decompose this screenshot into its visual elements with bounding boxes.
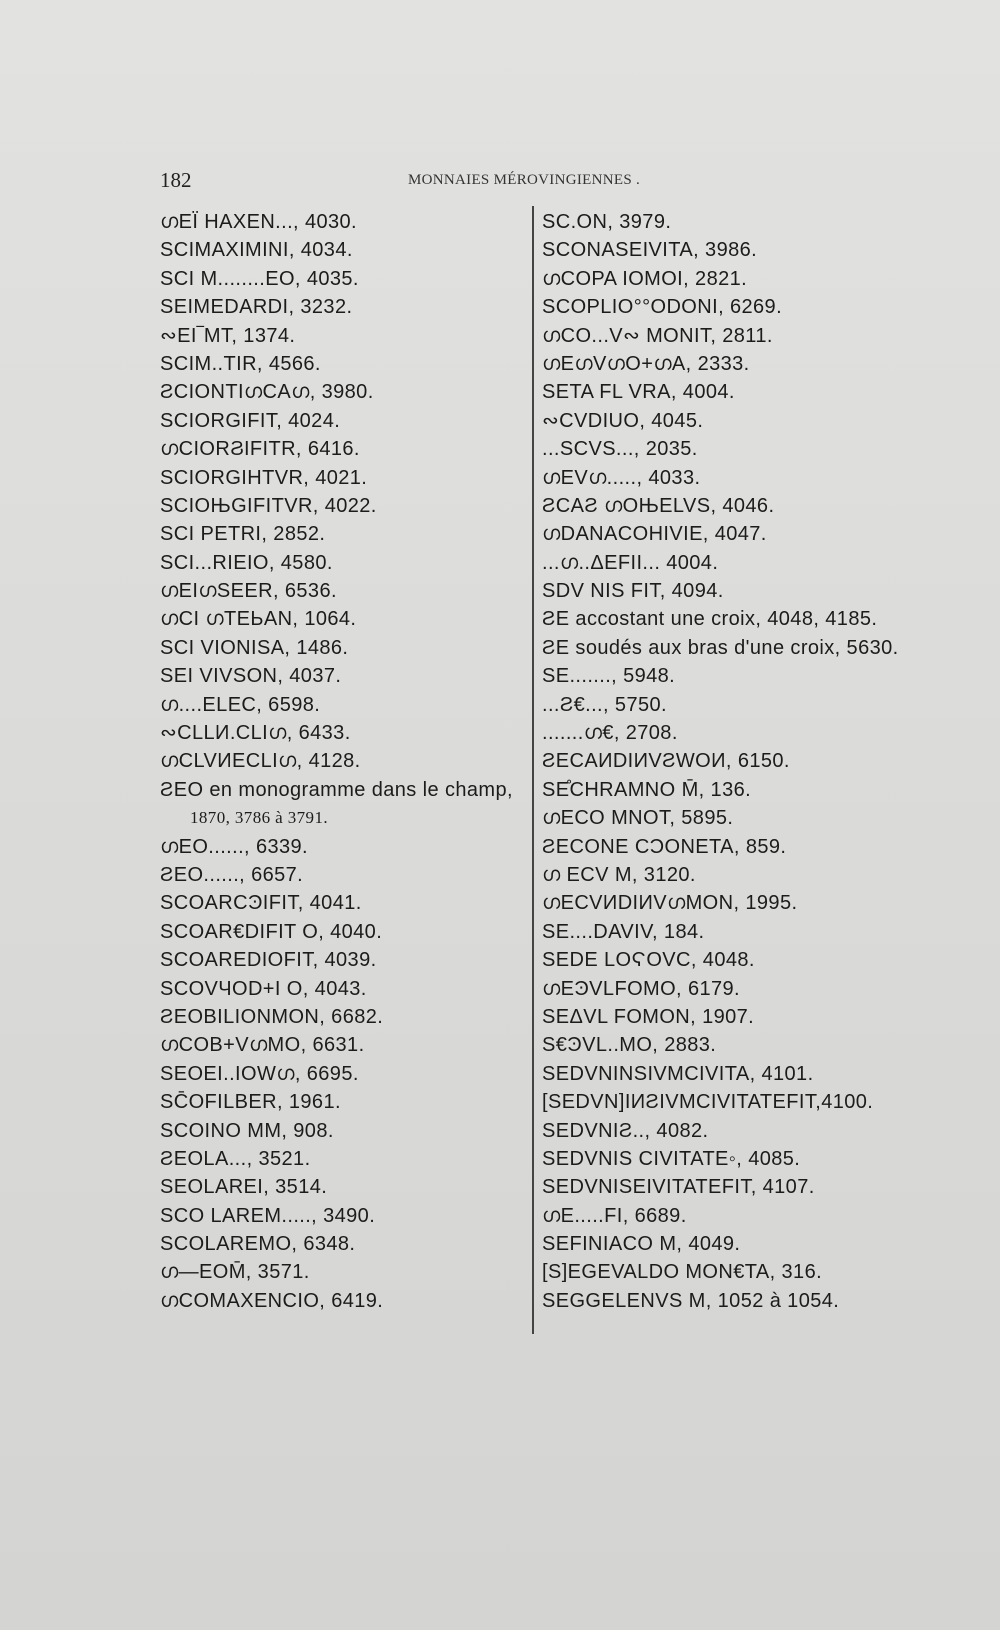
index-entry: SCIMAXIMINI, 4034. (160, 239, 353, 262)
index-entry: SCO LAREM....., 3490. (160, 1204, 376, 1227)
index-entry: SCIM..TIR, 4566. (160, 352, 321, 375)
right-column (542, 208, 942, 1315)
index-entry: ...SCVS..., 2035. (542, 438, 698, 461)
index-entry: SΕOLARΕI, 3514. (160, 1176, 328, 1199)
index-entry: ƧE soudés aux bras d'une croix, 5630. (542, 636, 899, 659)
index-entry: ഗΕΪ ΗΑXEN..., 4030. (160, 211, 357, 233)
index-entry: SCONASΕIVITA, 3986. (542, 239, 758, 262)
index-entry: ഗΕIഗSΕΕR, 6536. (160, 580, 337, 603)
index-entry: SΕIMEDARDI, 3232. (160, 296, 353, 319)
index-entry: SEGGELENVS M, 1052 à 1054. (542, 1289, 840, 1312)
index-entry: ഗΕO......, 6339. (160, 835, 308, 858)
index-entry: ഗCOMAXENCIO, 6419. (160, 1289, 384, 1312)
index-entry: .......ഗ€, 2708. (542, 722, 678, 745)
index-entry: ഗ—ΕOM̄, 3571. (160, 1261, 310, 1284)
index-entry: SΕTA FL VRA, 4004. (542, 381, 735, 404)
index-entry: ഗCOPA IOMOI, 2821. (542, 267, 748, 290)
index-entry: ഗΕഗVഗO+ഗA, 2333. (542, 352, 750, 375)
index-entry: SDV NIS FIT, 4094. (542, 580, 724, 603)
index-entry: SEDE LOϚOVC, 4048. (542, 949, 755, 972)
index-entry: ഗ ECV M, 3120. (542, 863, 696, 886)
index-entry: ƧΕOBILIONMON, 6682. (160, 1005, 384, 1028)
index-entry: ഗCI ഗTEЬAN, 1064. (160, 608, 357, 631)
index-entry: SCOPLIO°°ODONI, 6269. (542, 296, 783, 319)
index-entry: SΕI VIVSON, 4037. (160, 665, 342, 688)
index-entry: ഗDANACOHIVIΕ, 4047. (542, 523, 767, 546)
index-entry: SCOINO MM, 908. (160, 1119, 334, 1142)
index-entry: SCOAREDIOFIT, 4039. (160, 949, 377, 972)
index-entry: ഗE.....FI, 6689. (542, 1204, 687, 1227)
column-divider (532, 206, 534, 1334)
index-entry: SΕOΕI..IOWഗ, 6695. (160, 1062, 359, 1085)
index-entry: ƧECAИDIИVƧWOИ, 6150. (542, 750, 790, 773)
index-entry: ƧCIONTIഗCAഗ, 3980. (160, 381, 374, 404)
index-entry: SCOARCϿIFIT, 4041. (160, 892, 362, 915)
index-entry: [S]EGEVALDO MON€TA, 316. (542, 1261, 823, 1284)
index-entry: ഗEϿVLFOMO, 6179. (542, 977, 740, 1000)
index-entry: SEDVNISΕIVITATEFIT, 4107. (542, 1176, 815, 1199)
index-entry: ƧECONE ϹϽONETA, 859. (542, 835, 787, 858)
index-entry: S€ϿVL..MO, 2883. (542, 1034, 717, 1057)
index-entry: ƧE accostant une croix, 4048, 4185. (542, 608, 878, 631)
index-entry: SEΔVL FOMON, 1907. (542, 1005, 755, 1028)
index-entry: ഗECO MNOT, 5895. (542, 807, 734, 830)
index-entry: ...ഗ..ΔEFII... 4004. (542, 551, 719, 574)
index-entry: ƧΕO en monogramme dans le champ, (160, 778, 513, 801)
index-entry: ഗECVИDIИVഗMON, 1995. (542, 892, 798, 915)
index-entry: SCOVЧOD+I O, 4043. (160, 977, 367, 1000)
index-entry: SC̄OFILBER, 1961. (160, 1091, 341, 1114)
index-entry: ഗCOB+VഗMO, 6631. (160, 1034, 365, 1057)
index-entry: SEFINIACO M, 4049. (542, 1233, 741, 1256)
index-entry: ƧΕO......, 6657. (160, 863, 304, 886)
index-entry: ∾CVDIUO, 4045. (542, 409, 704, 432)
index-entry: SE......., 5948. (542, 665, 676, 688)
index-entry: ...Ƨ€..., 5750. (542, 693, 667, 716)
index-entry: SCI PETRI, 2852. (160, 523, 326, 546)
index-entry: SCOLAREMO, 6348. (160, 1233, 356, 1256)
left-column (160, 208, 535, 1315)
index-entry: SEDVNINSIVMCIVITA, 4101. (542, 1062, 814, 1085)
index-entry: ∾CLLИ.CLIഗ, 6433. (160, 722, 351, 745)
index-entry: SE....DAVIV, 184. (542, 920, 705, 943)
index-entry: SЕ̊CHRAMNO M̄, 136. (542, 778, 752, 801)
index-entry: SC.ON, 3979. (542, 211, 672, 233)
index-entry: ƧCAƧ ഗOЊELVS, 4046. (542, 494, 775, 517)
index-entry: SCI VIONISA, 1486. (160, 636, 349, 659)
index-entry: ഗCIORϨIFITR, 6416. (160, 438, 360, 461)
index-entry: SEDVNIƧ.., 4082. (542, 1119, 709, 1142)
index-entry: SCIORGIHTVR, 4021. (160, 466, 368, 489)
index-entry: SCOAR€DIFIT O, 4040. (160, 920, 383, 943)
page-number: 182 (160, 168, 192, 192)
index-entry: ഗCLVИECLIഗ, 4128. (160, 750, 361, 773)
page-header (160, 168, 680, 192)
index-entry: ƧΕOLA..., 3521. (160, 1147, 311, 1170)
index-entry: SCIOЊGIFITVR, 4022. (160, 494, 377, 517)
index-entry: ∾ΕΙ‾ΜΤ, 1374. (160, 324, 296, 347)
index-entry: SCI M........ΕΟ, 4035. (160, 267, 359, 290)
index-entry: SCI...RIΕIO, 4580. (160, 551, 333, 574)
index-entry: [SEDVN]IИƧIVMCIVITATEFIT,4100. (542, 1091, 874, 1114)
running-title: MONNAIES MÉROVINGIENNES . (408, 172, 641, 188)
index-entry: ഗΕVഗ....., 4033. (542, 466, 701, 489)
index-entry: ഗ....ELEC, 6598. (160, 693, 321, 716)
index-entry: 1870, 3786 à 3791. (190, 808, 328, 828)
index-entry: SCIORGIFIT, 4024. (160, 409, 341, 432)
index-entry: ഗCO...V∾ MONIT, 2811. (542, 324, 773, 347)
index-entry: SEDVNIS CIVITATE◦, 4085. (542, 1147, 801, 1170)
